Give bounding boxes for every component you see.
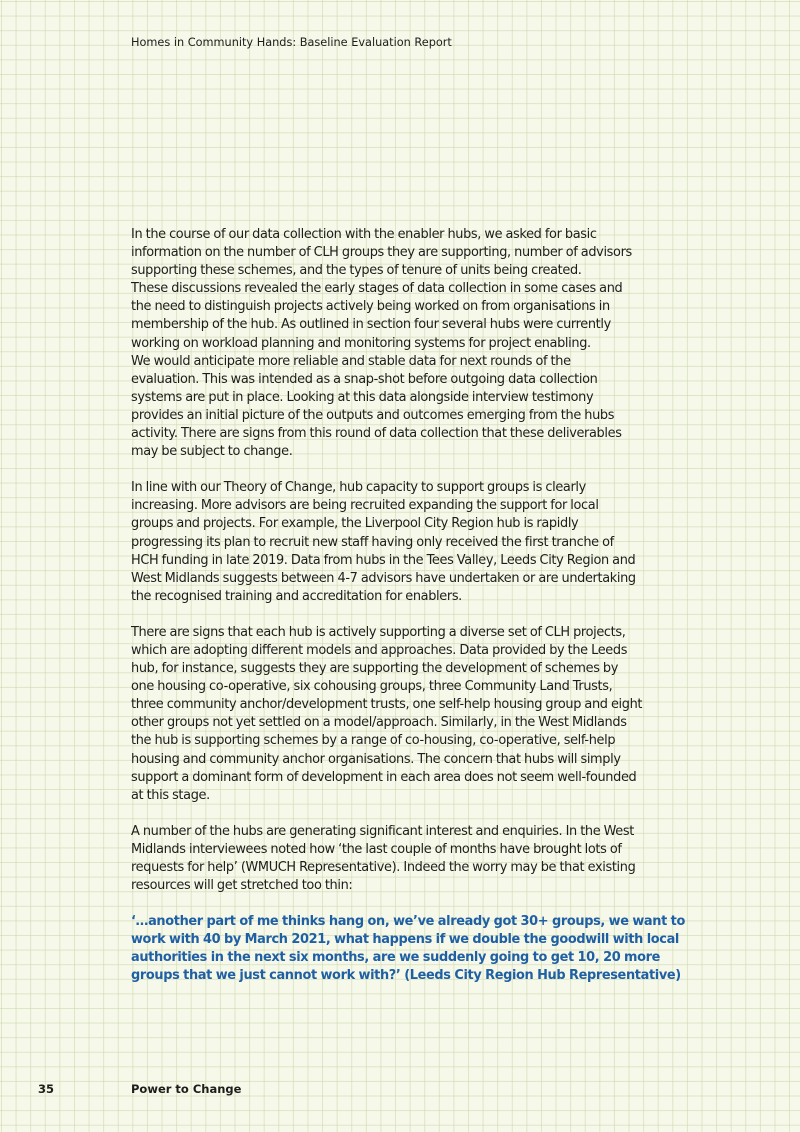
text-line: support a dominant form of development in each area does not seem well-founded — [131, 769, 637, 785]
text-line: A number of the hubs are generating significant interest and enquiries. In the West — [131, 823, 634, 839]
text-line: There are signs that each hub is actively supporting a diverse set of CLH projects, — [131, 624, 626, 640]
text-line: information on the number of CLH groups they are supporting, number of advisors — [131, 245, 632, 261]
text-line: housing and community anchor organisations. The concern that hubs will simply — [131, 751, 621, 767]
text-line: These discussions revealed the early stages of data collection in some cases and — [131, 281, 623, 297]
text-line: increasing. More advisors are being recruited expanding the support for local — [131, 498, 599, 514]
text-line: hub, for instance, suggests they are supporting the development of schemes by — [131, 661, 619, 677]
text-line: provides an initial picture of the outputs and outcomes emerging from the hubs — [131, 407, 615, 423]
quote-line: work with 40 by March 2021, what happens if we double the goodwill with local — [131, 932, 679, 948]
text-line: at this stage. — [131, 787, 210, 803]
text-line: may be subject to change. — [131, 444, 293, 460]
text-line: working on workload planning and monitoring systems for project enabling. — [131, 335, 591, 351]
text-line: the recognised training and accreditation for enablers. — [131, 588, 462, 604]
text-line: activity. There are signs from this round of data collection that these deliverables — [131, 426, 622, 442]
text-line: groups and projects. For example, the Liverpool City Region hub is rapidly — [131, 516, 579, 532]
text-line: In the course of our data collection with the enabler hubs, we asked for basic — [131, 227, 597, 242]
text-line: three community anchor/development trusts, one self-help housing group and eight — [131, 697, 643, 713]
text-line: requests for help’ (WMUCH Representative). Indeed the worry may be that existing — [131, 860, 636, 875]
text-line: We would anticipate more reliable and stable data for next rounds of the — [131, 353, 571, 369]
running-header: Homes in Community Hands: Baseline Evaluation Report — [131, 36, 452, 49]
paragraph-interest-enquiries — [131, 823, 686, 895]
text-line: systems are put in place. Looking at this data alongside interview testimony — [131, 389, 594, 405]
text-line: other groups not yet settled on a model/approach. Similarly, in the West Midlands — [131, 715, 627, 731]
text-line: HCH funding in late 2019. Data from hubs in the Tees Valley, Leeds City Region and — [131, 552, 636, 568]
quote-line: ‘…another part of me thinks hang on, we’ve already got 30+ groups, we want to — [131, 914, 685, 930]
text-line: the hub is supporting schemes by a range of co-housing, co-operative, self-help — [131, 733, 616, 749]
text-line: supporting these schemes, and the types of tenure of units being created. — [131, 263, 582, 279]
text-line: which are adopting different models and approaches. Data provided by the Leeds — [131, 642, 628, 658]
footer-brand: Power to Change — [131, 1082, 242, 1096]
text-line: membership of the hub. As outlined in section four several hubs were currently — [131, 317, 611, 333]
paragraph-theory-of-change — [131, 479, 686, 606]
paragraph-diverse-projects — [131, 624, 686, 805]
quote-line: groups that we just cannot work with?’ (Leeds City Region Hub Representative) — [131, 968, 681, 984]
main-content — [131, 226, 686, 986]
text-line: progressing its plan to recruit new staff having only received the first tranche of — [131, 534, 614, 550]
quote-line: authorities in the next six months, are we suddenly going to get 10, 20 more — [131, 950, 661, 966]
pull-quote — [131, 913, 686, 985]
paragraph-data-collection — [131, 226, 686, 461]
text-line: one housing co-operative, six cohousing groups, three Community Land Trusts, — [131, 679, 613, 695]
text-line: the need to distinguish projects actively being worked on from organisations in — [131, 299, 610, 315]
text-line: West Midlands suggests between 4-7 advisors have undertaken or are undertaking — [131, 570, 636, 586]
text-line: resources will get stretched too thin: — [131, 878, 353, 894]
text-line: Midlands interviewees noted how ‘the last couple of months have brought lots of — [131, 841, 622, 857]
text-line: In line with our Theory of Change, hub capacity to support groups is clearly — [131, 480, 586, 496]
page-number: 35 — [38, 1082, 55, 1096]
text-line: evaluation. This was intended as a snap-shot before outgoing data collection — [131, 371, 598, 387]
